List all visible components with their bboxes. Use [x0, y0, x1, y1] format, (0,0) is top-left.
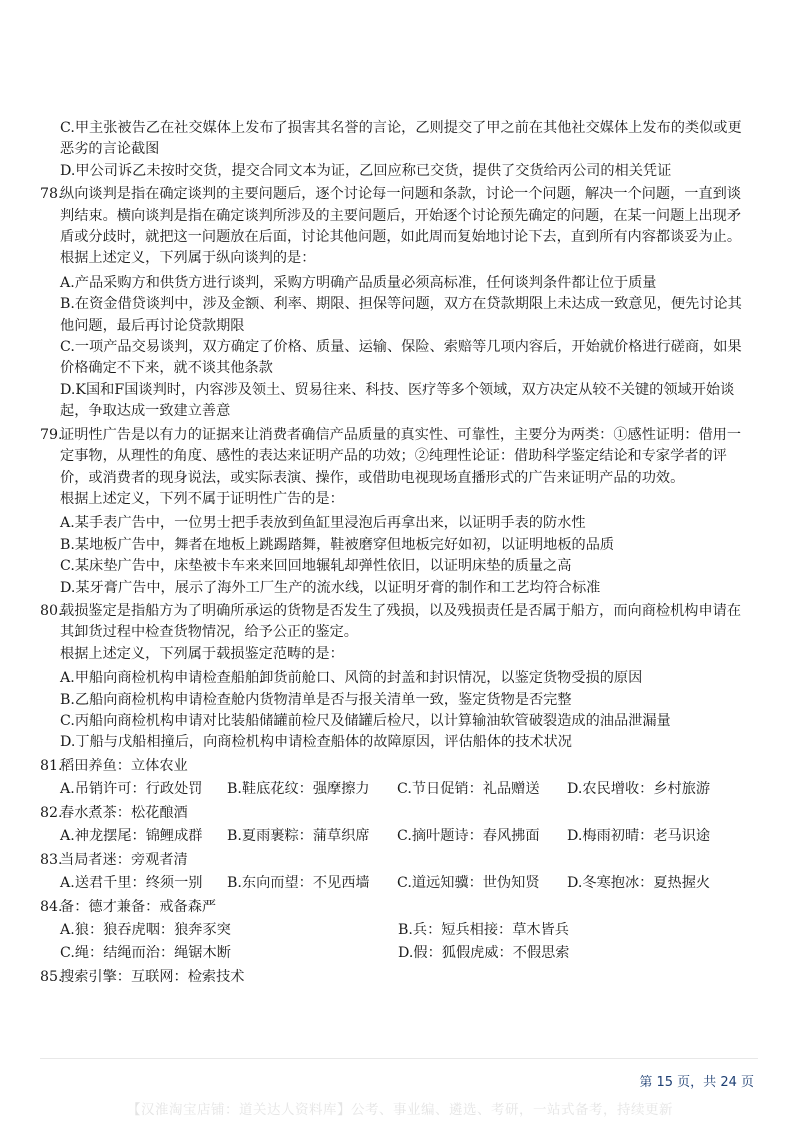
- answer-options-row: [40, 778, 770, 801]
- answer-option: D.某牙膏广告中，展示了海外工厂生产的流水线，以证明牙膏的制作和工艺均符合标准: [60, 579, 601, 596]
- answer-option: B.乙船向商检机构申请检查舱内货物清单是否与报关清单一致，鉴定货物是否完整: [60, 691, 572, 708]
- question-80: [40, 601, 770, 754]
- answer-option: D.冬寒抱冰：夏热握火: [567, 874, 711, 891]
- answer-option: A.产品采购方和供货方进行谈判，采购方明确产品质量必须高标准，任何谈判条件都让位于质量: [60, 274, 657, 291]
- question-stem-line: [40, 601, 770, 622]
- question-stem-line: [40, 206, 770, 227]
- question-number: 85.: [40, 968, 63, 985]
- question-number: 81.: [40, 757, 63, 774]
- stem-text: 定事物，从理性的角度、感性的表达来证明产品的功效；②纯理性论证：借助科学鉴定结论和专家学者的评: [60, 448, 727, 465]
- option-line: D.甲公司诉乙未按时交货，提交合同文本为证，乙回应称已交货，提供了交货给丙公司的相关凭证: [60, 162, 672, 179]
- answer-option: A.甲船向商检机构申请检查船舶卸货前舱口、风筒的封盖和封识情况，以鉴定货物受损的原因: [60, 670, 643, 687]
- option-line: C.甲主张被告乙在社交媒体上发布了损害其名誉的言论，乙则提交了甲之前在其他社交媒体上发布的类似或更: [60, 120, 742, 136]
- answer-option: B.鞋底花纹：强摩擦力: [227, 780, 370, 797]
- footer-divider: [40, 1058, 758, 1059]
- answer-option: C.道远知骥：世伪知贤: [397, 874, 540, 891]
- answer-option: D.K国和F国谈判时，内容涉及领土、贸易往来、科技、医疗等多个领域，双方决定从较不关键的领域开始谈: [60, 381, 735, 398]
- watermark-text: 【汉淮淘宝店铺：道关达人资料库】公考、事业编、遴选、考研，一站式备考，持续更新: [127, 1102, 673, 1118]
- stem-text: 载损鉴定是指船方为了明确所承运的货物是否发生了残损，以及残损责任是否属于船方，而向商检机构申请在: [60, 602, 742, 619]
- question-stem-line: [40, 227, 770, 248]
- option-line: 恶劣的言论截图: [60, 141, 160, 158]
- answer-option: C.绳：结绳而治：绳锯木断: [60, 944, 231, 961]
- question-stem-line: [40, 895, 770, 919]
- question-81: [40, 754, 770, 801]
- question-number: 82.: [40, 804, 63, 821]
- answer-option: 他问题，最后再讨论贷款期限: [60, 317, 245, 334]
- question-prompt: 根据上述定义，下列属于载损鉴定范畴的是：: [60, 645, 344, 662]
- answer-option: B.夏雨裹粽：蒲草织席: [227, 827, 370, 844]
- question-stem-line: [40, 965, 770, 989]
- answer-option: A.某手表广告中，一位男士把手表放到鱼缸里浸泡后再拿出来，以证明手表的防水性: [60, 515, 586, 532]
- answer-option: B.在资金借贷谈判中，涉及金额、利率、期限、担保等问题，双方在贷款期限上未达成一致意见，便先讨论其: [60, 296, 742, 313]
- question-82: [40, 801, 770, 848]
- answer-options-row: [40, 872, 770, 895]
- stem-text: 当局者迷：旁观者清: [60, 851, 188, 868]
- answer-option: 价格确定不下来，就不谈其他条款: [60, 360, 273, 377]
- stem-text: 盾或分歧时，就把这一问题放在后面，讨论其他问题，如此周而复始地讨论下去，直到所有内容都谈妥为止。: [60, 229, 742, 246]
- answer-options-row: [40, 942, 770, 965]
- answer-option: C.摘叶题诗：春风拂面: [397, 827, 540, 844]
- question-84: [40, 895, 770, 965]
- question-79: [40, 425, 770, 599]
- answer-option: D.梅雨初晴：老马识途: [567, 827, 711, 844]
- question-prompt: 根据上述定义，下列不属于证明性广告的是：: [60, 490, 344, 507]
- question-stem-line: [40, 848, 770, 872]
- question-number: 84.: [40, 898, 63, 915]
- answer-options-row: [40, 825, 770, 848]
- answer-option: D.农民增收：乡村旅游: [567, 780, 711, 797]
- question-stem-line: [40, 622, 770, 643]
- answer-option: C.节日促销：礼品赠送: [397, 780, 540, 797]
- question-prompt: 根据上述定义，下列属于纵向谈判的是：: [60, 250, 316, 267]
- stem-text: 稻田养鱼：立体农业: [60, 757, 188, 774]
- stem-text: 搜索引擎：互联网：检索技术: [60, 968, 245, 985]
- answer-option: A.狼：狼吞虎咽：狼奔豕突: [60, 921, 231, 938]
- question-stem-line: [40, 754, 770, 778]
- stem-text: 其卸货过程中检查货物情况，给予公正的鉴定。: [60, 624, 358, 641]
- question-stem-line: [40, 184, 770, 205]
- answer-option: 起，争取达成一致建立善意: [60, 403, 231, 420]
- question-number: 80.: [40, 602, 63, 619]
- stem-text: 春水煮茶：松花酿酒: [60, 804, 188, 821]
- answer-option: A.神龙摆尾：锦鲤成群: [60, 827, 203, 844]
- question-stem-line: [40, 425, 770, 446]
- answer-option: B.兵：短兵相接：草木皆兵: [398, 921, 569, 938]
- stem-text: 价，或消费者的现身说法，或实际表演、操作，或借助电视现场直播形式的广告来证明产品的功效。: [60, 469, 685, 486]
- question-83: [40, 848, 770, 895]
- question-stem-line: [40, 446, 770, 467]
- stem-text: 备：德才兼备：戒备森严: [60, 898, 217, 915]
- question-number: 79.: [40, 426, 63, 443]
- question-number: 78.: [40, 186, 63, 203]
- answer-option: B.某地板广告中，舞者在地板上跳踢踏舞，鞋被磨穿但地板完好如初，以证明地板的品质: [60, 536, 615, 553]
- answer-option: D.假：狐假虎威：不假思索: [398, 944, 570, 961]
- answer-option: D.丁船与戊船相撞后，向商检机构申请检查船体的故障原因，评估船体的技术状况: [60, 734, 572, 751]
- question-85: [40, 965, 770, 989]
- answer-option: C.一项产品交易谈判，双方确定了价格、质量、运输、保险、索赔等几项内容后，开始就价格进行磋商，如果: [60, 339, 742, 356]
- question-stem-line: [40, 801, 770, 825]
- stem-text: 纵向谈判是指在确定谈判的主要问题后，逐个讨论每一问题和条款，讨论一个问题，解决一个问题，一直到谈: [60, 186, 742, 203]
- stem-text: 证明性广告是以有力的证据来让消费者确信产品质量的真实性、可靠性，主要分为两类：①感性证明：借用一: [60, 426, 742, 443]
- page-number: 第 15 页，共 24 页: [639, 1075, 754, 1090]
- stem-text: 判结束。横向谈判是指在确定谈判所涉及的主要问题后，开始逐个讨论预先确定的问题，在某一问题上出现矛: [60, 207, 742, 224]
- answer-option: A.送君千里：终须一别: [60, 874, 203, 891]
- question-number: 83.: [40, 851, 63, 868]
- answer-option: C.丙船向商检机构申请对比装船储罐前检尺及储罐后检尺，以计算输油软管破裂造成的油品泄漏量: [60, 712, 671, 729]
- answer-option: B.东向而望：不见西墙: [227, 874, 370, 891]
- exam-page-content: [40, 118, 770, 989]
- answer-option: A.吊销许可：行政处罚: [60, 780, 203, 797]
- question-stem-line: [40, 468, 770, 489]
- answer-options-row: [40, 919, 770, 942]
- answer-option: C.某床垫广告中，床垫被卡车来来回回地辗轧却弹性依旧，以证明床垫的质量之高: [60, 558, 572, 575]
- question-78: [40, 184, 770, 422]
